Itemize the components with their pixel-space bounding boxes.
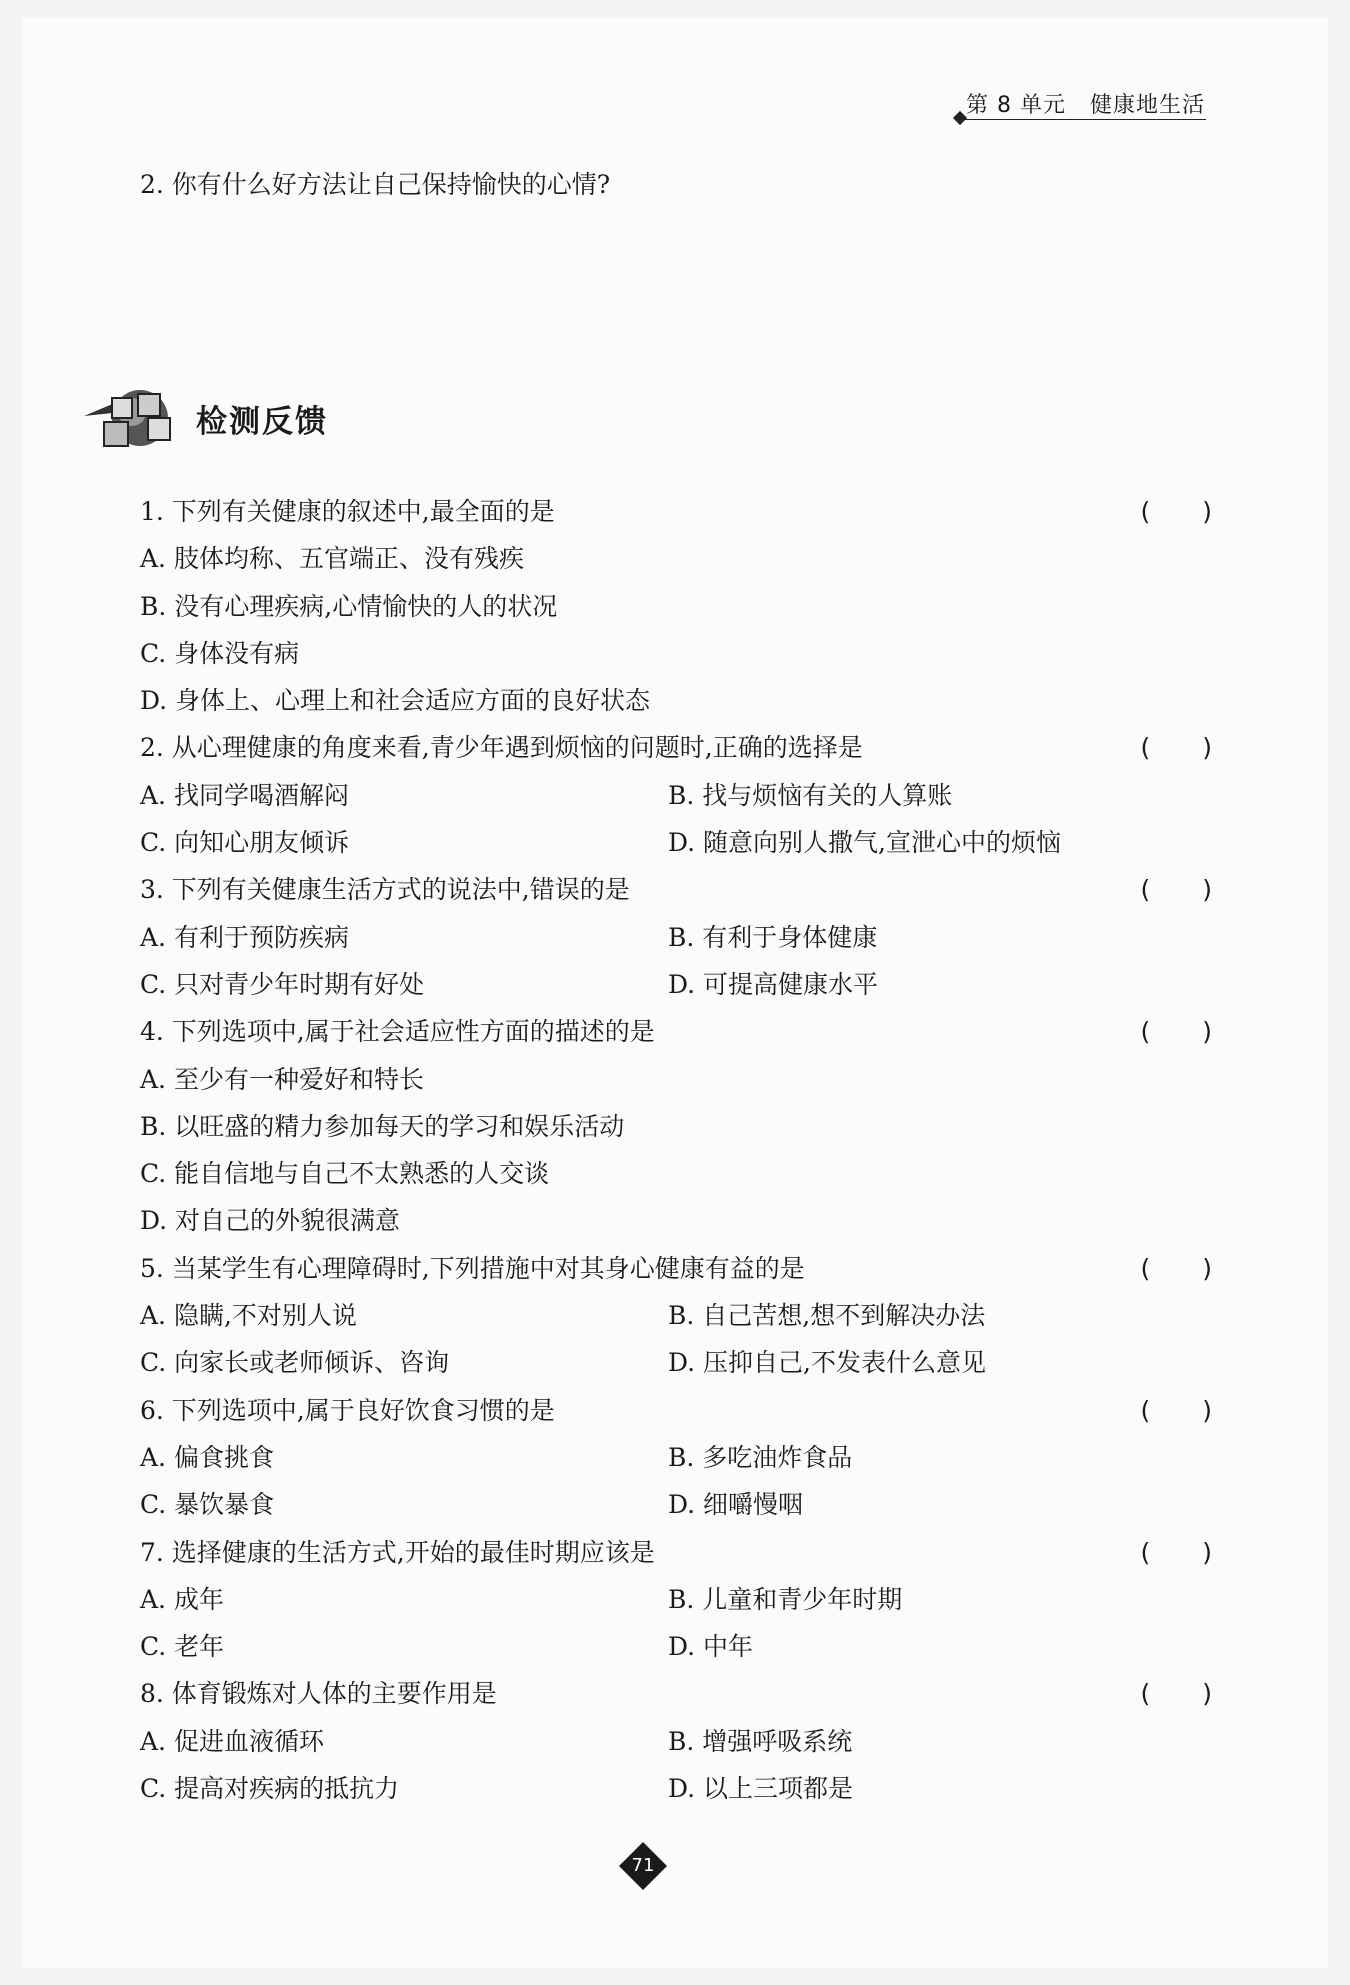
answer-option: D. 细嚼慢咽 (668, 1490, 804, 1520)
section-title: 检测反馈 (196, 404, 328, 440)
question-stem (140, 866, 1220, 913)
answer-option: B. 自己苦想,想不到解决办法 (668, 1301, 986, 1331)
bracket-open: ( (1140, 497, 1151, 526)
answer-option: A. 肢体均称、五官端正、没有残疾 (140, 544, 524, 574)
answer-option: D. 随意向别人撒气,宣泄心中的烦恼 (668, 828, 1061, 858)
question-stem (140, 1529, 1220, 1576)
option-row (140, 630, 1220, 677)
option-row (140, 1434, 1220, 1481)
option-row (140, 1765, 1220, 1812)
question-stem-text: 6. 下列选项中,属于良好饮食习惯的是 (140, 1395, 555, 1425)
answer-option: D. 以上三项都是 (668, 1774, 854, 1804)
option-row (140, 1056, 1220, 1103)
question-stem (140, 1387, 1220, 1434)
cubes-icon (82, 378, 182, 458)
bracket-open: ( (1140, 1537, 1151, 1567)
answer-option: D. 身体上、心理上和社会适应方面的良好状态 (140, 686, 651, 716)
option-row (140, 1576, 1220, 1623)
question-stem (140, 724, 1220, 771)
option-row (140, 677, 1220, 724)
question-stem-text: 5. 当某学生有心理障碍时,下列措施中对其身心健康有益的是 (140, 1253, 805, 1283)
answer-bracket[interactable] (1140, 1008, 1212, 1055)
answer-bracket[interactable] (1140, 1670, 1212, 1717)
option-row (140, 914, 1220, 961)
question-stem (140, 488, 1220, 535)
question-stem-text: 4. 下列选项中,属于社会适应性方面的描述的是 (140, 1017, 655, 1047)
answer-option: B. 找与烦恼有关的人算账 (668, 780, 953, 810)
bracket-close: ) (1202, 1395, 1212, 1425)
answer-option: D. 压抑自己,不发表什么意见 (668, 1348, 986, 1378)
answer-option: A. 找同学喝酒解闷 (140, 780, 349, 810)
option-row (140, 1339, 1220, 1386)
header-title: 健康地生活 (1089, 93, 1205, 118)
bracket-open: ( (1140, 733, 1151, 763)
bracket-close: ) (1202, 1537, 1212, 1567)
bracket-open: ( (1140, 1395, 1151, 1425)
answer-bracket[interactable] (1140, 488, 1212, 535)
page-number-badge (617, 1840, 669, 1892)
answer-option: C. 暴饮暴食 (140, 1490, 275, 1520)
header-rule (962, 119, 1206, 120)
bracket-close: ) (1202, 1017, 1212, 1047)
question-stem (140, 1670, 1220, 1717)
question-stem (140, 1245, 1220, 1292)
bracket-close: ) (1202, 497, 1212, 526)
page-number: 71 (631, 1855, 655, 1876)
option-row (140, 819, 1220, 866)
bracket-close: ) (1202, 1679, 1212, 1709)
bracket-open: ( (1140, 875, 1151, 905)
answer-option: B. 没有心理疾病,心情愉快的人的状况 (140, 591, 558, 621)
answer-option: A. 至少有一种爱好和特长 (140, 1064, 424, 1094)
option-row (140, 961, 1220, 1008)
option-row (140, 583, 1220, 630)
bracket-close: ) (1202, 1253, 1212, 1283)
answer-option: B. 有利于身体健康 (668, 922, 878, 952)
option-row (140, 1718, 1220, 1765)
question-stem-text: 3. 下列有关健康生活方式的说法中,错误的是 (140, 875, 630, 905)
answer-bracket[interactable] (1140, 866, 1212, 913)
option-row (140, 1103, 1220, 1150)
answer-option: C. 身体没有病 (140, 638, 300, 668)
question-stem-text: 7. 选择健康的生活方式,开始的最佳时期应该是 (140, 1537, 655, 1567)
option-row (140, 772, 1220, 819)
answer-option: B. 儿童和青少年时期 (668, 1584, 903, 1614)
answer-option: D. 可提高健康水平 (668, 969, 879, 999)
running-header (966, 88, 1205, 119)
answer-option: A. 偏食挑食 (140, 1442, 274, 1472)
option-row (140, 535, 1220, 582)
question-stem (140, 1008, 1220, 1055)
answer-option: D. 对自己的外貌很满意 (140, 1206, 401, 1236)
question-list (140, 488, 1220, 1812)
answer-bracket[interactable] (1140, 1245, 1212, 1292)
bracket-open: ( (1140, 1017, 1151, 1047)
answer-option: C. 提高对疾病的抵抗力 (140, 1774, 400, 1804)
option-row (140, 1292, 1220, 1339)
answer-option: B. 增强呼吸系统 (668, 1726, 853, 1756)
question-stem-text: 1. 下列有关健康的叙述中,最全面的是 (140, 497, 555, 526)
answer-bracket[interactable] (1140, 1529, 1212, 1576)
option-row (140, 1481, 1220, 1528)
answer-bracket[interactable] (1140, 1387, 1212, 1434)
bracket-open: ( (1140, 1253, 1151, 1283)
bracket-open: ( (1140, 1679, 1151, 1709)
header-unit: 第 8 单元 (966, 93, 1066, 118)
option-row (140, 1150, 1220, 1197)
answer-bracket[interactable] (1140, 724, 1212, 771)
answer-option: A. 隐瞒,不对别人说 (140, 1301, 357, 1331)
answer-option: A. 成年 (140, 1584, 224, 1614)
answer-option: B. 多吃油炸食品 (668, 1442, 853, 1472)
answer-option: B. 以旺盛的精力参加每天的学习和娱乐活动 (140, 1111, 625, 1141)
bracket-close: ) (1202, 875, 1212, 905)
answer-option: C. 向家长或老师倾诉、咨询 (140, 1348, 450, 1378)
answer-option: D. 中年 (668, 1632, 754, 1662)
question-stem-text: 2. 从心理健康的角度来看,青少年遇到烦恼的问题时,正确的选择是 (140, 733, 863, 763)
option-row (140, 1623, 1220, 1670)
answer-option: C. 能自信地与自己不太熟悉的人交谈 (140, 1159, 550, 1189)
answer-option: A. 促进血液循环 (140, 1726, 324, 1756)
answer-option: C. 老年 (140, 1632, 225, 1662)
option-row (140, 1197, 1220, 1244)
answer-option: C. 向知心朋友倾诉 (140, 828, 350, 858)
answer-option: C. 只对青少年时期有好处 (140, 969, 425, 999)
open-question: 2. 你有什么好方法让自己保持愉快的心情? (140, 170, 611, 199)
bracket-close: ) (1202, 733, 1212, 763)
answer-option: A. 有利于预防疾病 (140, 922, 349, 952)
question-stem-text: 8. 体育锻炼对人体的主要作用是 (140, 1679, 497, 1709)
